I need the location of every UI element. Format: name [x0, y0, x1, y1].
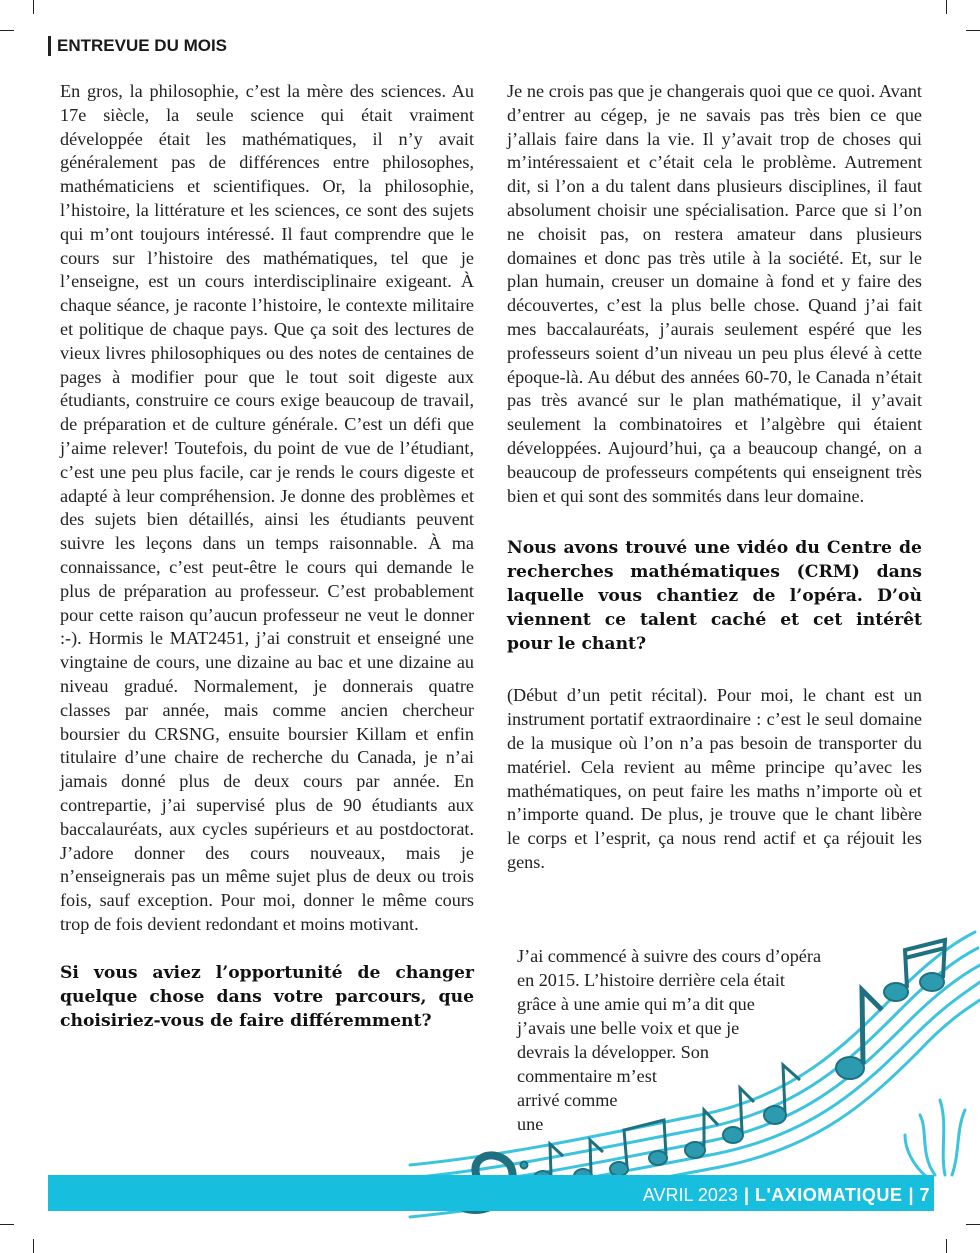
crop-mark	[0, 1224, 14, 1225]
interview-question: Si vous aviez l’opportunité de changer quelque chose dans votre parcours, que choisiriez-vous de faire différemment?	[60, 962, 474, 1031]
crop-mark	[946, 0, 947, 14]
section-label: ENTREVUE DU MOIS	[48, 36, 227, 56]
text-line: j’avais une belle voix et que je	[517, 1018, 740, 1038]
footer-bar	[48, 1175, 934, 1211]
right-column	[507, 80, 922, 875]
body-paragraph: Je ne crois pas que je changerais quoi que ce quoi. Avant d’entrer au cégep, je ne savais pas très bien ce que j’allais faire dans la vie. Il y’avait trop de choses qui m’intéressaient et c’était cela le problème. Autrement dit, si l’on a du talent dans plusieurs disciplines, il faut absolument choisir une spécialisation. Parce que si l’on ne choisit pas, on restera amateur dans plusieurs domaines et donc pas très utile à la société. Et, sur le plan humain, creuser un domaine à fond et y faire des découvertes, c’est la plus belle chose. Quand j’ai fait mes baccalauréats, j’aurais seulement espéré que les professeurs soient d’un niveau un peu plus élevé à cette époque-là. Au début des années 60-70, le Canada n’était pas très avancé sur le plan mathématique, il y’avait seulement la combinatoires et l’algèbre qui étaient développées. Aujourd’hui, ça a beaucoup changé, on a beaucoup de professeurs compétents qui enseignent très bien et qui sont des sommités dans leur domaine.	[507, 81, 922, 506]
footer-separator: |	[743, 1185, 749, 1205]
magazine-name: L'AXIOMATIQUE	[754, 1185, 903, 1205]
text-line: arrivé comme	[517, 1090, 618, 1110]
left-column	[60, 80, 474, 1033]
crop-mark	[33, 1239, 34, 1253]
opera-paragraph	[517, 944, 857, 1136]
interview-question: Nous avons trouvé une vidéo du Centre de recherches mathématiques (CRM) dans laquelle vous chantiez de l’opéra. D’où viennent ce talent caché et cet intérêt pour le chant?	[507, 538, 922, 655]
crop-mark	[966, 30, 980, 31]
text-line: en 2015. L’histoire derrière cela était	[517, 970, 785, 990]
text-line: J’ai commencé à suivre des cours d’opéra	[517, 946, 822, 966]
body-paragraph: En gros, la philosophie, c’est la mère des sciences. Au 17e siècle, la seule science qui était vraiment développée était les mathématiques, il n’y avait généralement pas de différences entre philosophes, mathématiciens et scientifiques. Or, la philosophie, l’histoire, la littérature et les sciences, ce sont des sujets qui m’ont toujours intéressé. Il faut comprendre que le cours sur l’histoire des mathématiques, tel que je l’enseigne, est un cours interdisciplinaire exigeant. À chaque séance, je raconte l’histoire, le contexte militaire et politique de chaque pays. Que ça soit des lectures de vieux livres philosophiques ou des notes de centaines de pages à modifier pour que le tout soit digeste aux étudiants, construire ce cours exige beaucoup de travail, de préparation et de culture générale. C’est un défi que j’aime relever! Toutefois, du point de vue de l’étudiant, c’est une peu plus facile, car je rends le cours digeste et adapté à leur compréhension. Je donne des problèmes et des sujets bien détaillés, ainsi les étudiants peuvent suivre les leçons dans un temps raisonnable. À ma connaissance, c’est peut-être le cours qui demande le plus de préparation au professeur. C’est probablement pour cette raison qu’aucun professeur ne veut le donner :-). Hormis le MAT2451, j’ai construit et enseigné une vingtaine de cours, une dizaine au bac et une dizaine au niveau gradué. Normalement, je donnerais quatre classes par année, mais comme ancien chercheur boursier du CRSNG, ensuite boursier Killam et enfin titulaire d’une chaire de recherche du Canada, je n’ai jamais donné plus de deux cours par année. En contrepartie, j’ai supervisé plus de 90 étudiants aux baccalauréats, aux cycles supérieurs et au postdoctorat. J’adore donner des cours nouveaux, mais je n’enseignerais pas un même sujet plus de deux ou trois fois, sauf exception. Pour moi, donner le même cours trop de fois devient redondant et moins motivant.	[60, 81, 474, 934]
page-number: 7	[919, 1185, 930, 1205]
text-line: une	[517, 1114, 544, 1134]
footer-separator: |	[908, 1185, 914, 1205]
text-line: grâce à une amie qui m’a dit que	[517, 994, 755, 1014]
footer-text	[643, 1175, 930, 1211]
text-line: commentaire m’est	[517, 1066, 657, 1086]
body-paragraph: (Début d’un petit récital). Pour moi, le chant est un instrument portatif extraordinaire : c’est le seul domaine de la musique où l’on n’a pas besoin de transporter du matériel. Cela revient au même principe qu’avec les mathématiques, on peut faire les maths n’importe où et n’importe quand. De plus, je trouve que le chant libère le corps et l’esprit, ça nous rend actif et ça réjouit les gens.	[507, 685, 922, 872]
crop-mark	[33, 0, 34, 14]
crop-mark	[0, 30, 14, 31]
issue-date: AVRIL 2023	[642, 1185, 738, 1205]
text-line: devrais la développer. Son	[517, 1042, 709, 1062]
